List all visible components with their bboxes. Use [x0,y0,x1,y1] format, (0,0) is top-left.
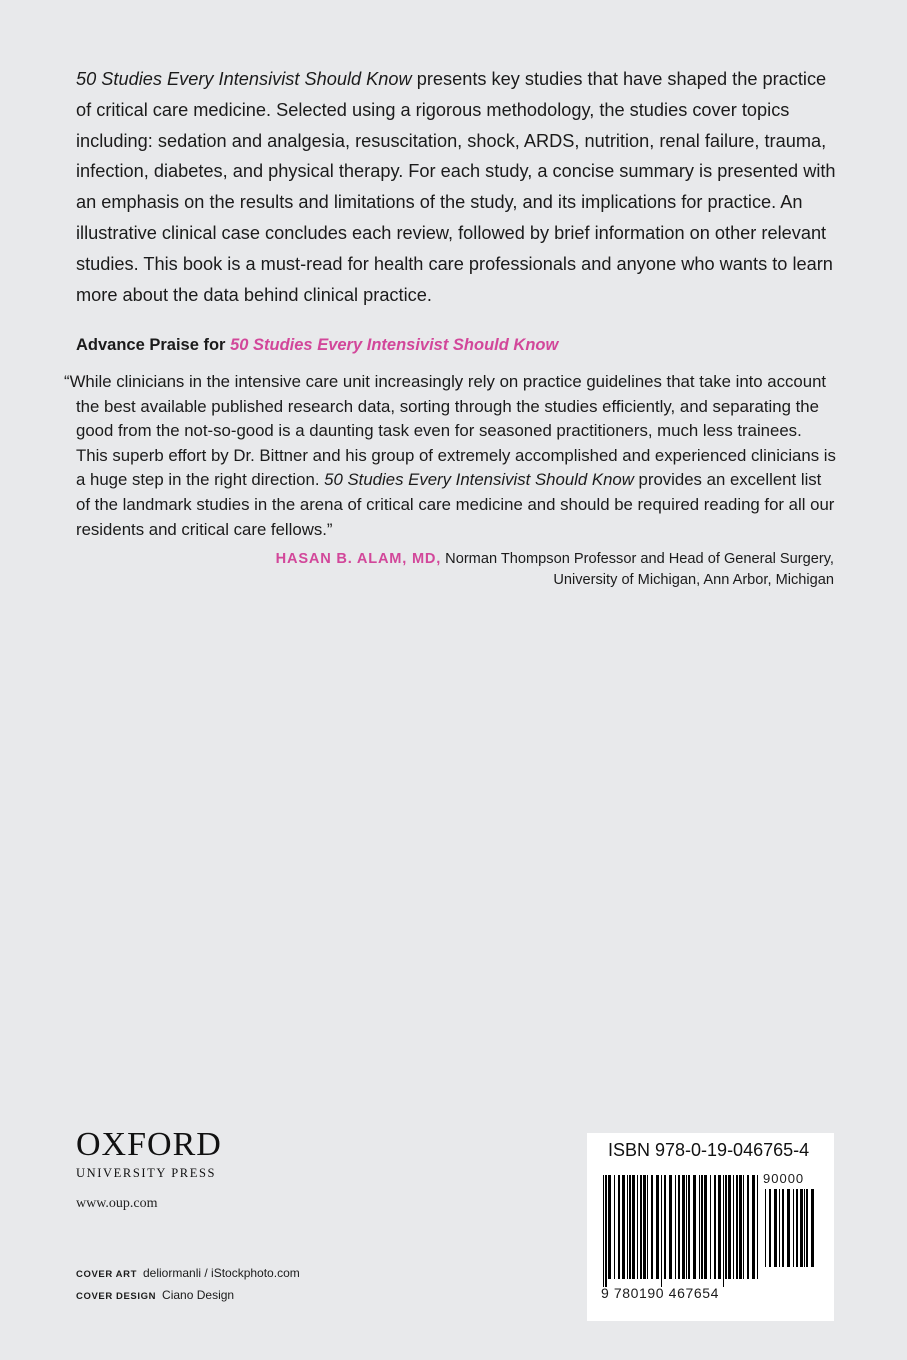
attribution-line-2: University of Michigan, Ann Arbor, Michigan [553,572,834,588]
barcode-bar [664,1175,666,1279]
barcode-bar [782,1189,784,1267]
quote-part-1: “While clinicians in the intensive care unit increasingly rely on practice guidelines that take into account the best available published research data, sorting through the studies efficiently, and separating the good from the not-so-good is a daunting task even for seasoned practitioners, much less trainees. This superb effort by Dr. Bittner and his group of extremely accomplished and experienced clinicians is a huge step in the right direction. [64,372,836,490]
barcode-bar [661,1175,662,1287]
price-code: 90000 [763,1171,805,1186]
barcode-digits: 9 780190 467654 [601,1285,719,1301]
attribution-name: HASAN B. ALAM, MD, [275,551,442,567]
barcode-bar [618,1175,620,1279]
barcode-bar [796,1189,798,1267]
barcode-bar [710,1175,711,1279]
publisher-url: www.oup.com [76,1196,158,1211]
cover-art-label: COVER ART [76,1269,137,1280]
barcode-bar [714,1175,716,1279]
barcode-bar [723,1175,724,1287]
attribution-line-1: Norman Thompson Professor and Head of General Surgery, [441,551,834,567]
barcode-bar [678,1175,680,1279]
cover-design-credit [76,1285,300,1307]
description-text: presents key studies that have shaped the practice of critical care medicine. Selected using a rigorous methodology, the studies cover topics including: sedation and analgesia, resuscitation, shock, ARDS, nutrition, renal failure, trauma, infection, diabetes, and physical therapy. For each study, a concise summary is presented with an emphasis on the results and limitations of the study, and its implications for practice. An illustrative clinical case concludes each review, followed by brief information on other relevant studies. This book is a must-read for health care professionals and anyone who wants to learn more about the data behind clinical practice. [76,69,836,305]
barcode-bar [614,1175,615,1279]
barcode-bar [603,1175,604,1287]
barcode-bar [686,1175,687,1279]
cover-art-value: deliormanli / iStockphoto.com [143,1266,300,1280]
publisher-name: OXFORD [76,1126,222,1163]
barcode-bar [804,1189,805,1267]
book-description [76,64,836,310]
barcode-bar [752,1175,755,1279]
barcode-bar [682,1175,685,1279]
barcode-bar [632,1175,635,1279]
book-title-italic: 50 Studies Every Intensivist Should Know [76,69,412,89]
barcode-bar [811,1189,814,1267]
barcode-bar [701,1175,703,1279]
praise-quote [64,370,836,542]
barcode-bar [793,1189,794,1267]
barcode-bar [675,1175,676,1279]
barcode-bar [629,1175,631,1279]
barcode-bar [733,1175,734,1279]
barcode-bar [608,1175,611,1279]
isbn-text: ISBN 978-0-19-046765-4 [608,1140,810,1160]
barcode-bar [779,1189,780,1267]
praise-heading-label: Advance Praise for [76,336,231,354]
barcode-bar [787,1189,790,1267]
barcode-box [587,1133,834,1321]
barcode-bar [643,1175,646,1279]
barcode-bar [736,1175,738,1279]
publisher-logo [76,1128,236,1181]
barcode-bar [647,1175,648,1279]
barcode-bar [637,1175,638,1279]
barcode-bar [725,1175,727,1279]
cover-credits [76,1263,300,1307]
publisher-subtitle: UNIVERSITY PRESS [76,1166,217,1180]
barcode-bar [704,1175,707,1279]
barcode-bar [693,1175,696,1279]
barcode-bar [651,1175,653,1279]
barcode-bar [765,1189,766,1267]
barcode-bar [656,1175,659,1279]
barcode-bar [769,1189,771,1267]
barcode-bar [699,1175,700,1279]
barcode-bar [669,1175,672,1279]
praise-heading-title: 50 Studies Every Intensivist Should Know [230,336,559,354]
barcode-bar [739,1175,742,1279]
barcode-bar [627,1175,628,1279]
barcode-bar [800,1189,803,1267]
cover-design-value: Ciano Design [162,1288,235,1302]
barcode-bar [747,1175,749,1279]
quote-attribution [134,549,834,591]
barcode-bar [605,1175,607,1287]
barcode-bar [622,1175,625,1279]
ean-barcode [601,1175,761,1287]
barcode-bar [718,1175,721,1279]
quote-title: 50 Studies Every Intensivist Should Know [324,470,634,490]
barcode-bar [728,1175,731,1279]
barcode-bar [806,1189,808,1267]
barcode-bar [743,1175,744,1279]
cover-design-label: COVER DESIGN [76,1291,157,1302]
barcode-bar [688,1175,690,1279]
barcode-bar [774,1189,777,1267]
quote-part-2: provides an excellent list of the landmark studies in the arena of critical care medicine and should be required reading for all our residents and critical care fellows.” [76,470,835,539]
barcode-bar [640,1175,642,1279]
advance-praise-heading [76,336,836,355]
cover-art-credit [76,1263,300,1285]
barcode-bar [757,1175,758,1279]
addon-barcode [763,1189,818,1275]
